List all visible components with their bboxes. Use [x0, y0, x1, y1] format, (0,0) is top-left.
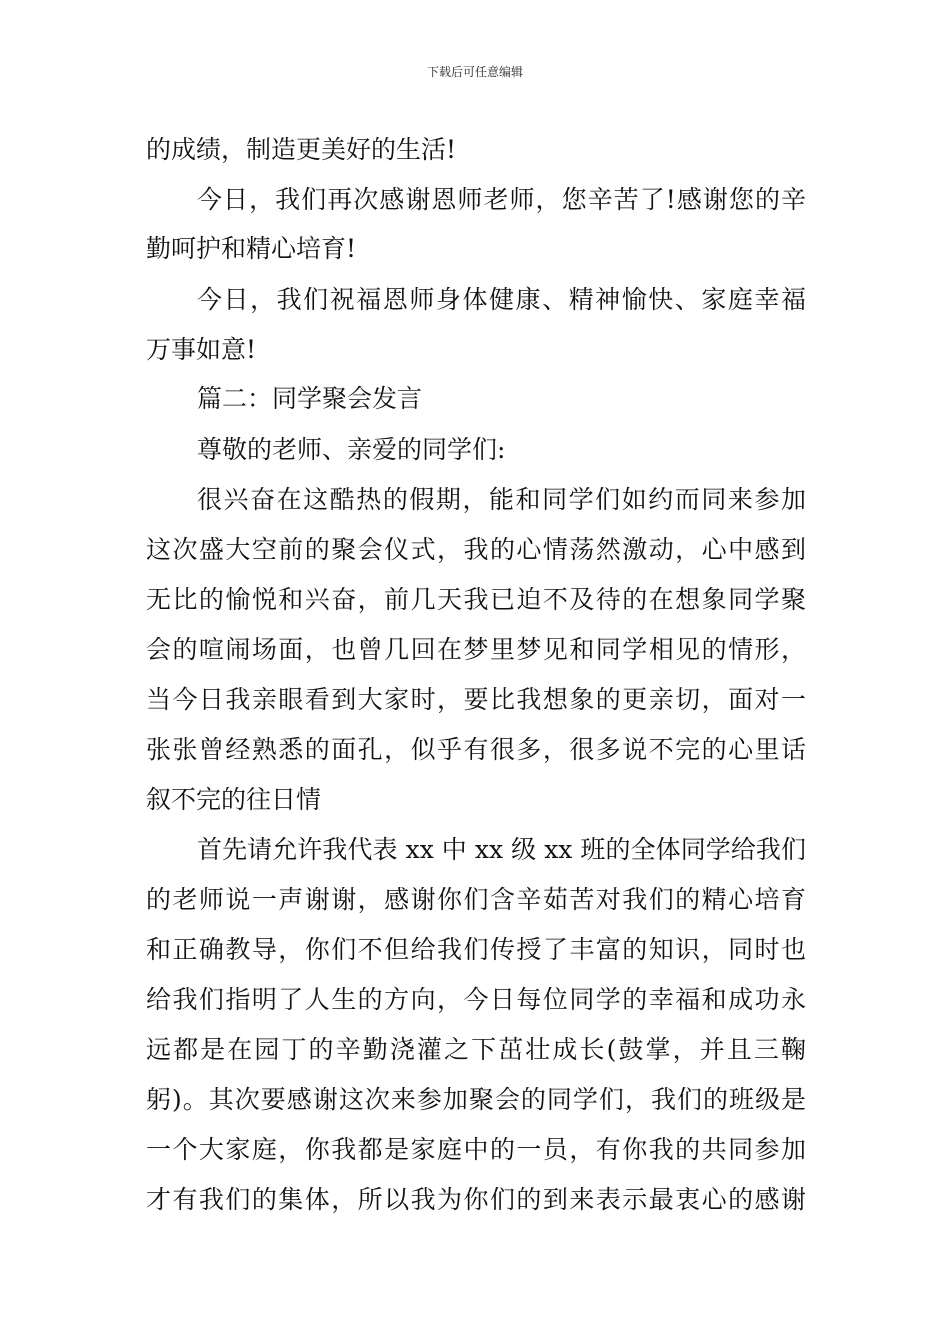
- text-line: 才有我们的集体，所以我为你们的到来表示最衷心的感谢: [146, 1185, 806, 1214]
- page-header: 下载后可任意编辑: [426, 65, 523, 79]
- text-line: 躬)。其次要感谢这次来参加聚会的同学们，我们的班级是: [146, 1085, 806, 1114]
- salutation: 尊敬的老师、亲爱的同学们:: [197, 435, 506, 464]
- text-line: 和正确教导，你们不但给我们传授了丰富的知识，同时也: [146, 935, 806, 964]
- text-line: 当今日我亲眼看到大家时，要比我想象的更亲切，面对一: [146, 685, 806, 714]
- text-line: 的成绩，制造更美好的生活!: [146, 135, 457, 164]
- text-line: 今日，我们祝福恩师身体健康、精神愉快、家庭幸福: [197, 285, 806, 314]
- text-line: 勤呵护和精心培育!: [146, 234, 357, 263]
- text-line: 今日，我们再次感谢恩师老师，您辛苦了!感谢您的辛: [197, 185, 806, 214]
- text-line: 一个大家庭，你我都是家庭中的一员，有你我的共同参加: [146, 1135, 806, 1164]
- text-line: 给我们指明了人生的方向，今日每位同学的幸福和成功永: [146, 985, 806, 1014]
- text-line: 叙不完的往日情: [146, 785, 322, 814]
- text-line: 的老师说一声谢谢，感谢你们含辛茹苦对我们的精心培育: [146, 885, 806, 914]
- text-line: 首先请允许我代表 xx 中 xx 级 xx 班的全体同学给我们: [197, 835, 806, 864]
- text-line: 张张曾经熟悉的面孔，似乎有很多，很多说不完的心里话: [146, 735, 806, 764]
- section-heading: 篇二：同学聚会发言: [197, 384, 423, 413]
- text-line: 会的喧闹场面，也曾几回在梦里梦见和同学相见的情形，: [146, 635, 806, 664]
- text-line: 万事如意!: [146, 335, 257, 364]
- text-line: 这次盛大空前的聚会仪式，我的心情荡然激动，心中感到: [146, 535, 806, 564]
- text-line: 无比的愉悦和兴奋，前几天我已迫不及待的在想象同学聚: [146, 585, 806, 614]
- text-line: 很兴奋在这酷热的假期，能和同学们如约而同来参加: [197, 485, 806, 514]
- text-line: 远都是在园丁的辛勤浇灌之下茁壮成长(鼓掌，并且三鞠: [146, 1035, 806, 1064]
